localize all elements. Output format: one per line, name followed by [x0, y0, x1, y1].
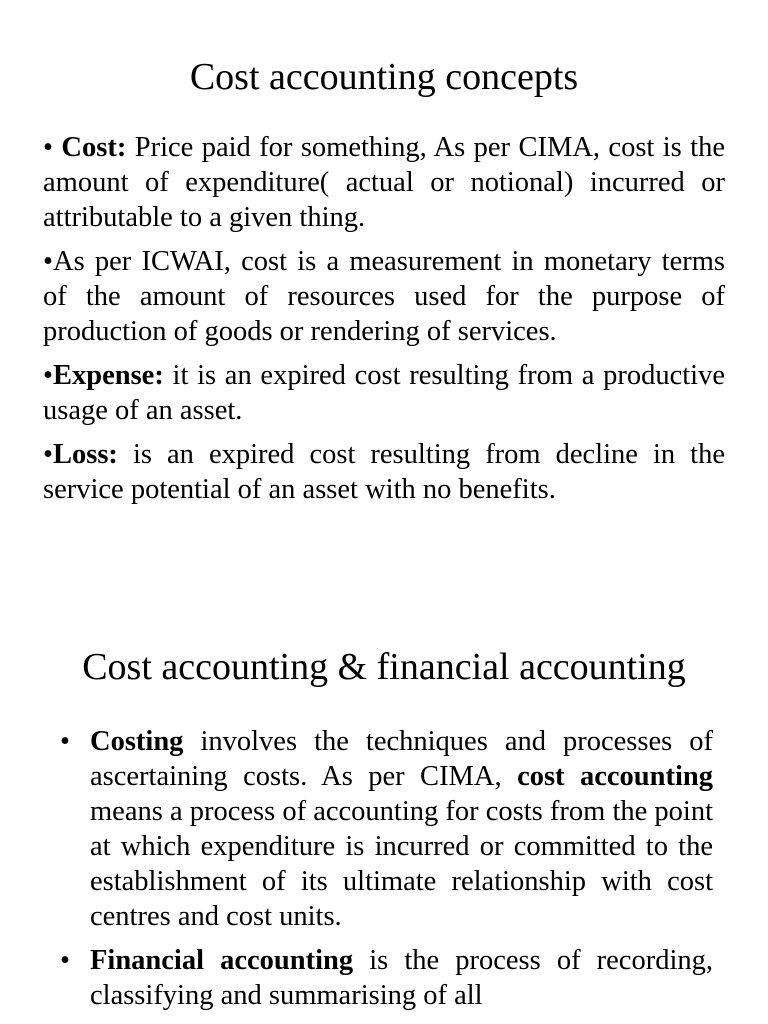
bullet: • [60, 945, 70, 976]
bullet: • [60, 726, 70, 757]
list-item-financial-accounting [60, 943, 713, 1013]
text-part: means a process of accounting for costs from the point at which expenditure is incurred or committed to the establishment of its ultimate relationship with cost centres and cost units. [90, 796, 713, 932]
definition-text: As per ICWAI, cost is a measurement in monetary terms of the amount of resources used for the purpose of production of goods or rendering of services. [43, 246, 725, 347]
comparison-list [60, 724, 713, 1022]
term-expense: Expense: [52, 360, 164, 391]
definition-text: is an expired cost resulting from decline in the service potential of an asset with no benefits. [43, 439, 725, 505]
definition-loss [43, 437, 725, 507]
term-financial-accounting: Financial accounting [90, 945, 354, 976]
definition-text: Price paid for something, As per CIMA, cost is the amount of expenditure( actual or notional) incurred or attributable to a given thing. [43, 132, 725, 233]
text-part: involves the techniques and processes of ascertaining costs. As per CIMA, [90, 726, 713, 792]
bullet: • [43, 132, 62, 163]
definition-cost [43, 130, 725, 235]
slide-title-cost-vs-financial-accounting: Cost accounting & financial accounting [82, 646, 686, 688]
list-item-costing [60, 724, 713, 934]
definition-cost-icwai [43, 244, 725, 349]
definition-text: it is an expired cost resulting from a productive usage of an asset. [43, 360, 725, 426]
list-item-text [90, 724, 713, 934]
definition-expense [43, 358, 725, 428]
bullet: • [43, 360, 53, 391]
list-item-text [90, 943, 713, 1013]
text-part: is the process of recording, classifying and summarising of all [90, 945, 713, 1011]
bullet: • [43, 439, 53, 470]
term-costing: Costing [90, 726, 184, 757]
bullet: • [43, 246, 53, 277]
term-cost-accounting: cost accounting [517, 761, 713, 792]
term-cost: Cost: [61, 132, 127, 163]
concepts-definitions [43, 130, 725, 516]
slide-title-cost-accounting-concepts: Cost accounting concepts [189, 56, 579, 98]
term-loss: Loss: [52, 439, 118, 470]
